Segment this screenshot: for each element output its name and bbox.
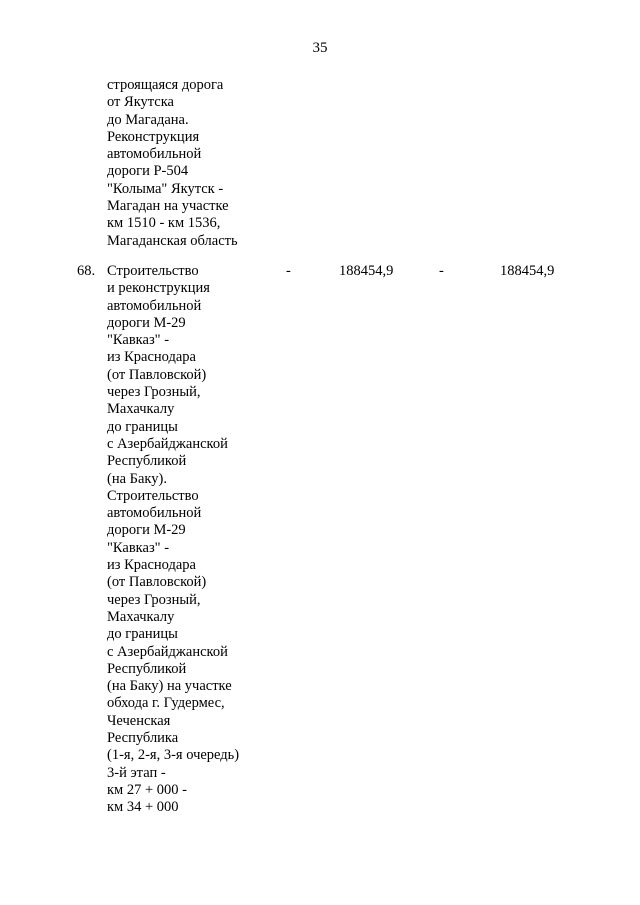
text-line: и реконструкция [107, 280, 210, 297]
text-line: (на Баку) на участке [107, 678, 232, 695]
text-line: км 27 + 000 - [107, 781, 187, 798]
text-line: (от Павловской) [107, 574, 207, 591]
text-line: обхода г. Гудермес, [107, 695, 225, 712]
text-line: Республика [107, 730, 179, 747]
text-line: с Азербайджанской [107, 435, 228, 452]
value-cell-1: - [286, 263, 291, 279]
text-line: через Грозный, [107, 384, 201, 401]
text-line: из Краснодара [107, 557, 196, 574]
value-cell-2: 188454,9 [339, 263, 394, 279]
text-line: до границы [107, 626, 178, 643]
text-line: 3-й этап - [107, 764, 166, 781]
text-line: от Якутска [107, 94, 174, 111]
value-cell-4: 188454,9 [500, 263, 555, 279]
text-line: Реконструкция [107, 128, 200, 145]
text-line: Республикой [107, 660, 187, 677]
text-line: строящаяся дорога [107, 77, 224, 93]
value-cell-3: - [439, 263, 444, 279]
row-number: 68. [77, 263, 96, 279]
continuation-text [107, 77, 238, 250]
text-line: из Краснодара [107, 349, 196, 366]
page-number: 35 [312, 40, 328, 56]
text-line: Махачкалу [107, 608, 175, 625]
text-line: автомобильной [107, 146, 202, 163]
text-line: (от Павловской) [107, 366, 207, 383]
text-line: автомобильной [107, 505, 202, 522]
text-line: дороги М-29 [107, 522, 186, 539]
text-line: "Кавказ" - [107, 539, 170, 556]
text-line: Чеченская [107, 712, 171, 729]
text-line: км 1510 - км 1536, [107, 215, 221, 232]
text-line: Магаданская область [107, 232, 238, 249]
text-line: автомобильной [107, 297, 202, 314]
text-line: Магадан на участке [107, 198, 229, 215]
text-line: (на Баку). [107, 470, 167, 487]
text-line: дороги М-29 [107, 314, 186, 331]
text-line: Строительство [107, 263, 199, 279]
text-line: Строительство [107, 487, 199, 504]
text-line: "Колыма" Якутск - [107, 180, 224, 197]
text-line: Махачкалу [107, 401, 175, 418]
text-line: с Азербайджанской [107, 643, 228, 660]
text-line: км 34 + 000 [107, 799, 179, 816]
text-line: до границы [107, 418, 178, 435]
text-line: (1-я, 2-я, 3-я очередь) [107, 747, 240, 764]
text-line: через Грозный, [107, 591, 201, 608]
text-line: Республикой [107, 453, 187, 470]
text-line: "Кавказ" - [107, 332, 170, 349]
row-68-description [107, 263, 239, 817]
text-line: дороги Р-504 [107, 163, 189, 180]
text-line: до Магадана. [107, 111, 189, 128]
